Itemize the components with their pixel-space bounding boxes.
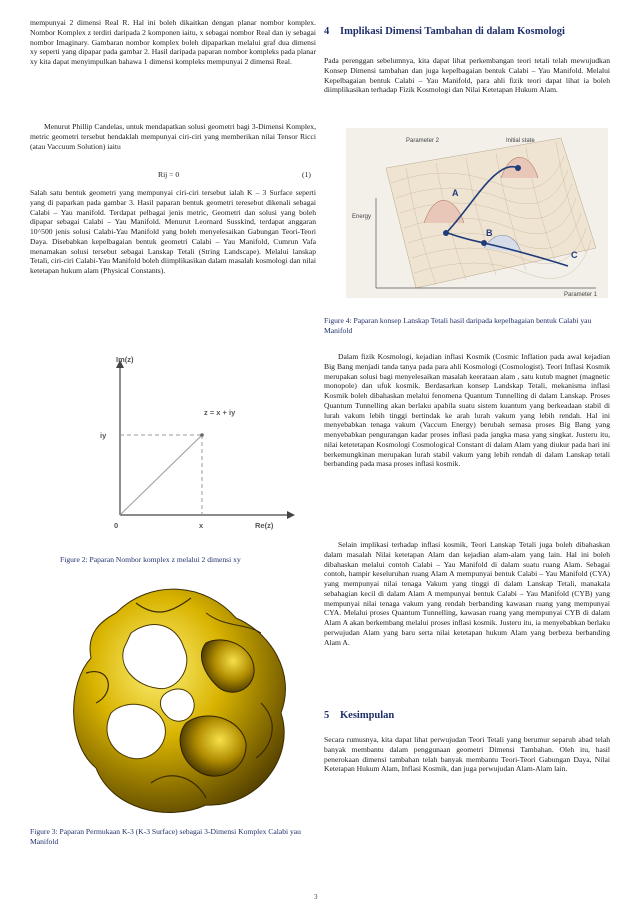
- calabi-yau-image: [56, 573, 306, 825]
- paragraph-candelas: Menurut Phillip Candelas, untuk mendapatkan solusi geometri bagi 3-Dimensi Komplex, metric geometri tersebut hendaklah mempunyai ciri-ciri yang memberikan nilai Tensor Ricci (atau Vaccuum Solution) iaitu: [30, 122, 316, 151]
- z-point: [200, 433, 204, 437]
- z-vector: [120, 435, 202, 515]
- parameter-1-label: Parameter 1: [564, 292, 598, 298]
- section-4-number: 4: [324, 26, 330, 37]
- section-4-title: Implikasi Dimensi Tambahan di dalam Kosmologi: [340, 26, 565, 37]
- section-5-heading: [324, 710, 614, 722]
- paragraph-k3-surface: Salah satu bentuk geometri yang mempunyai ciri-ciri tersebut ialah K – 3 Surface seperti yang di paparkan pada gambar 3. Hasil paparan bentuk geometri teresebut dikenali sebagai Calabi – Yau manifold. Terdapat pelbagai jenis metric, Geometri dan solusi yang boleh dipapar sebagai Calabi – Yau Manifold. Menurut Leornard Susskind, terdapat anggaran 10^500 jenis solusi Calabi-Yau Manifold yang boleh menyelesaikan Gabungan Teori-Teori Daya. Disebabkan kepelbagaian bentuk geometri Calabi – Yau Manifold, Cumrun Vafa menamakan solusi tersebut sebagai Lanskap Tetali (String Landscape). Melalui lanskap Tetali, ciri-ciri Calabi-Yau Manifold boleh diimplikasikan dalam masalah kosmologi dan nilai ketetapan hukum alam (Physical Constants).: [30, 188, 316, 275]
- paragraph-landscape-implications: Selain implikasi terhadap inflasi kosmik, Teori Lanskap Tetali juga boleh dibahaskan dalam masalah Nilai ketetapan Alam dan kejadian alam-alam yang lain. Hal ini boleh dibahaskan melalui contoh Calabi – Yau Manifold di dalam suatu ruang Alam. Sebagai contoh, hampir keseluruhan ruang Alam A mempunyai bentuk Calabi – Yau Manifold (CYA) yang mempunyai nilai tenaga Vakum yang tinggi di dalam Lanskap Tetali, manakala sebahagian kecil di dalam Alam A mempunyai bentuk Calabi – Yau Manifold (CYB) yang mempunyai nilai tenaga vakum yang rendah berbanding kawasan ruang yang mempunyai CYA. Melalui proses Quantum Tunnelling, kawasan ruang yang mempunyai CYB di dalam Alam A akan berkembang melalui proses inflasi kosmik. Justeru itu, ia menyebabkan berlaku perwujudan Alam yang baru serta nilai ketetapan hukum Alam yang berbeza berbanding Alam A.: [324, 540, 610, 647]
- iy-label: iy: [100, 431, 107, 440]
- section-5-title: Kesimpulan: [340, 710, 395, 721]
- re-axis-label: Re(z): [255, 521, 274, 530]
- point-c-label: C: [571, 250, 578, 260]
- real-axis-arrow: [287, 511, 295, 519]
- string-landscape-image: [346, 128, 608, 298]
- figure-4-caption: Figure 4: Paparan konsep Lanskap Tetali hasil daripada kepelbagaian bentuk Calabi yau Manifold: [324, 316, 592, 335]
- im-axis-label: Im(z): [116, 355, 134, 364]
- parameter-2-label: Parameter 2: [406, 138, 440, 144]
- section-5-number: 5: [324, 710, 330, 721]
- figure-3-caption: Figure 3: Paparan Permukaan K-3 (K-3 Surface) sebagai 3-Dimensi Komplex Calabi yau Manifold: [30, 827, 301, 846]
- paragraph-cosmic-inflation: Dalam fizik Kosmologi, kejadian inflasi Kosmik (Cosmic Inflation pada awal kejadian Big Bang menjadi tanda tanya pada para ahli Kosmologi (Cosmologist). Teori Inflasi Kosmik merupakan solusi bagi menyelesaikan masalah keerataan alam , satu kutub magnet (magnetic monopole) dan ufuk kosmik. Berdasarkan konsep Landskap Tetali, mekanisma inflasi Kosmik boleh dibahaskan melalui fenomena Quantum Tunnelling di dalam Lanskap. Proses Quantum Tunnelling akan berlaku apabila suatu sistem kuantum yang berkeadaan stabil di lurah vakum lebih tinggi bertindak ke arah lurah vakum yang lebih rendah. Hal ini menyebabkan tenaga vakum (Vaccum Energy) berubah semasa proses Big Bang yang menyebabkan pengurangan kadar proses inflasi pada jangka masa yang singkat. Justeru itu, nilai ketetetapan Kosmologi Cosmological Constant di dalam Alam yang diukur pada hari ini berkemungkinan merupakan lurah stabil vakum yang lebih rendah di dalam Lanskap tetali berbanding pada masa proses inflasi kosmik.: [324, 352, 610, 469]
- complex-plane-figure: [82, 350, 312, 540]
- point-a-label: A: [452, 188, 459, 198]
- z-equation-label: z = x + iy: [204, 408, 236, 417]
- equation-number: (1): [302, 170, 311, 179]
- energy-label: Energy: [352, 214, 372, 220]
- figure-2-caption: Figure 2: Paparan Nombor komplex z melalui 2 dimensi xy: [60, 555, 241, 564]
- origin-label: 0: [114, 521, 119, 530]
- paragraph-conclusion: Secara rumusnya, kita dapat lihat perwujudan Teori Tetali yang berumur separuh abad telah banyak membantu dalam penggunaan geometri Dimensi Tambahan. Oleh itu, hasil penerokaan dimensi tambahan telah banyak membantu Teori-Teori Gabungan Daya, Nilai Ketetapan Hukum Alam, Inflasi Kosmik, dan juga perwujudan Alam-Alam lain.: [324, 735, 610, 774]
- initial-state-label: Initial state: [506, 138, 535, 144]
- paragraph-implications: Pada perenggan sebelumnya, kita dapat lihat perkembangan teori tetali telah mewujudkan Konsep Dimensi tambahan dan juga kepelbagaian bentuk Calabi – Yau Manifold. Melalui Kepelbagaian bentuk Calabi – Yau Manifold, para ahli fizik teori dapat lihat ia boleh diimplikasikan terhadap Fizik Kosmologi dan Nilai Ketetapan Hukum Alam.: [324, 56, 610, 95]
- equation-ricci: Rij = 0: [158, 170, 180, 179]
- section-4-heading: [324, 26, 614, 38]
- page-number: 3: [314, 893, 318, 901]
- x-label: x: [199, 521, 204, 530]
- paragraph-complex-number: mempunyai 2 dimensi Real R. Hal ini boleh dikaitkan dengan planar nombor komplex. Nombor Komplex z terdiri daripada 2 komponen iaitu, x sebagai nombor Real dan iy sebagai nombor Imaginary. Gambaran nombor komplex boleh dipaparkan melalui graf dua dimensi xy seperti yang dipapar pada gambar 2. Hasil daripada paparan nombor kompleks pada planar xy kita dapat menyimpulkan bahawa 1 dimensi kompleks mempunyai 2 dimensi Real.: [30, 18, 316, 66]
- point-b-label: B: [486, 228, 493, 238]
